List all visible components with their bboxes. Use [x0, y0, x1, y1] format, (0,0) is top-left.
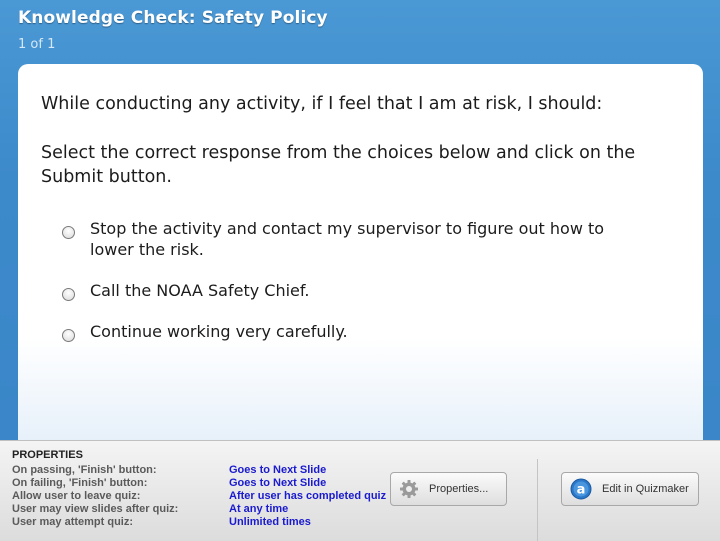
radio-button[interactable]	[62, 226, 75, 239]
question-prompt: While conducting any activity, if I feel that I am at risk, I should:	[41, 94, 603, 114]
property-row	[12, 477, 392, 490]
choice-label: Continue working very carefully.	[90, 322, 348, 341]
question-instruction: Select the correct response from the choices below and click on the Submit button.	[41, 143, 636, 187]
property-value: Unlimited times	[229, 516, 311, 528]
property-label: User may attempt quiz:	[12, 516, 134, 528]
choice-3[interactable]	[62, 321, 642, 342]
property-row	[12, 464, 392, 477]
property-row	[12, 503, 392, 516]
properties-button-label: Properties...	[429, 483, 489, 495]
property-label: On passing, 'Finish' button:	[12, 464, 157, 476]
properties-heading: PROPERTIES	[12, 449, 83, 461]
choice-label: Call the NOAA Safety Chief.	[90, 281, 310, 300]
radio-button[interactable]	[62, 329, 75, 342]
question-counter: 1 of 1	[18, 37, 56, 52]
svg-text:a: a	[576, 482, 586, 498]
property-value: After user has completed quiz	[229, 490, 387, 502]
radio-button[interactable]	[62, 288, 75, 301]
property-row	[12, 490, 392, 503]
properties-button[interactable]	[390, 472, 507, 506]
properties-panel	[0, 440, 720, 541]
property-value: Goes to Next Slide	[229, 477, 327, 489]
quizmaker-logo-icon	[570, 478, 592, 500]
divider	[537, 459, 538, 541]
property-label: Allow user to leave quiz:	[12, 490, 141, 502]
property-label: User may view slides after quiz:	[12, 503, 179, 515]
edit-button-label: Edit in Quizmaker	[602, 483, 689, 495]
property-value: Goes to Next Slide	[229, 464, 327, 476]
property-label: On failing, 'Finish' button:	[12, 477, 148, 489]
property-value: At any time	[229, 503, 289, 515]
edit-in-quizmaker-button[interactable]	[561, 472, 699, 506]
property-row	[12, 516, 392, 529]
quiz-title: Knowledge Check: Safety Policy	[18, 8, 328, 28]
choice-label: Stop the activity and contact my supervisor to figure out how to lower the risk.	[90, 219, 605, 259]
gear-icon	[399, 479, 419, 499]
question-card	[18, 64, 703, 444]
choice-2[interactable]	[62, 280, 642, 301]
choice-1[interactable]	[62, 218, 642, 260]
